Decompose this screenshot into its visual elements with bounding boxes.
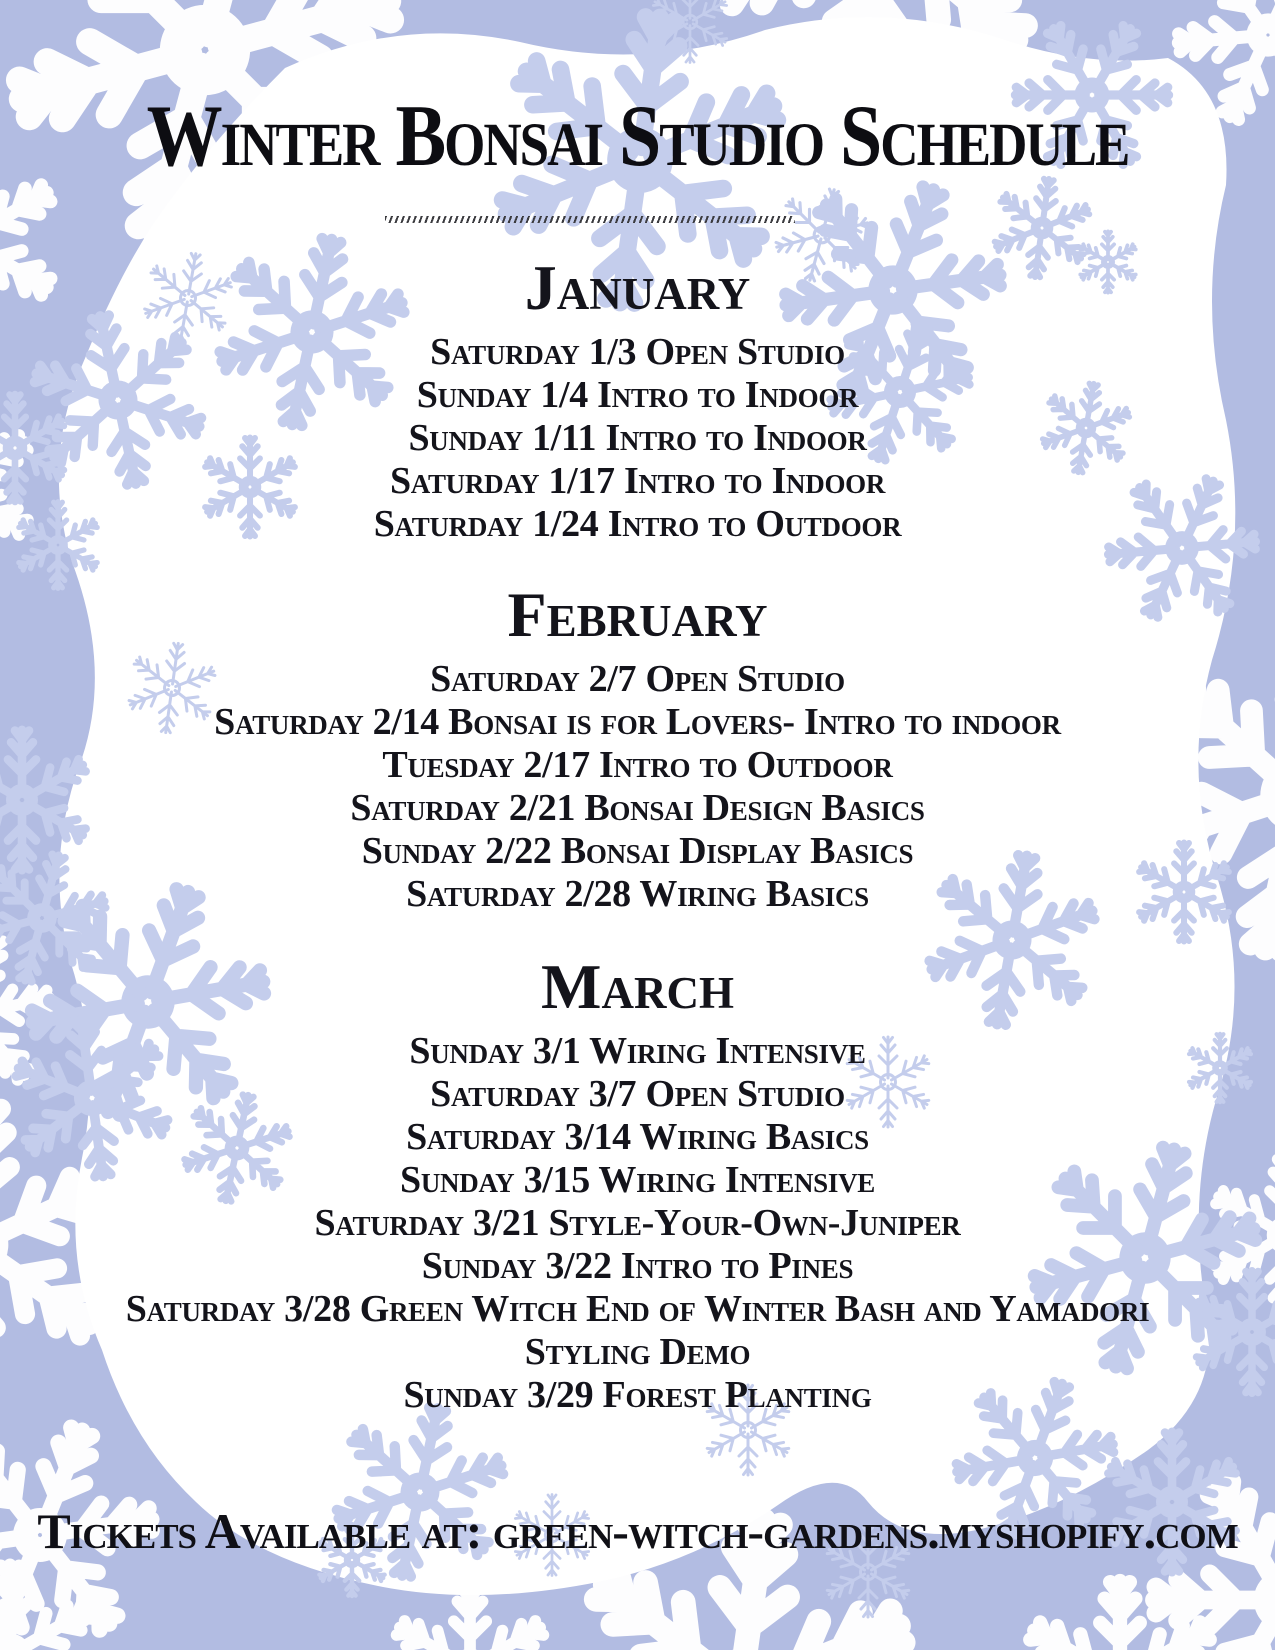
event-list [63, 658, 1213, 916]
footer-tickets-url: Tickets Available at: green-witch-gardens.myshopify.com [37, 1503, 1238, 1559]
event-line: Sunday 3/22 Intro to Pines [421, 1245, 854, 1287]
month-section-january [0, 252, 1275, 546]
month-heading: February [507, 579, 768, 650]
event-line: Saturday 2/14 Bonsai is for Lovers- Intro to indoor [214, 701, 1061, 743]
event-line: Saturday 2/21 Bonsai Design Basics [350, 787, 925, 829]
month-heading: January [524, 252, 751, 323]
event-line: Sunday 3/29 Forest Planting [403, 1374, 872, 1416]
event-list [63, 1030, 1213, 1417]
divider [385, 216, 795, 223]
event-line: Saturday 2/28 Wiring Basics [406, 873, 869, 915]
event-line: Saturday 3/28 Green Witch End of Winter Bash and Yamadori Styling Demo [125, 1288, 1150, 1373]
event-line: Saturday 1/17 Intro to Indoor [389, 460, 886, 502]
event-line: Saturday 2/7 Open Studio [430, 658, 845, 700]
month-heading: March [541, 951, 734, 1022]
event-line: Saturday 1/3 Open Studio [430, 331, 845, 373]
event-line: Saturday 3/7 Open Studio [430, 1073, 845, 1115]
event-line: Sunday 3/1 Wiring Intensive [409, 1030, 866, 1072]
event-line: Saturday 3/14 Wiring Basics [406, 1116, 869, 1158]
event-line: Sunday 1/4 Intro to Indoor [416, 374, 859, 416]
event-list [63, 331, 1213, 546]
event-line: Sunday 3/15 Wiring Intensive [400, 1159, 875, 1201]
poster-title: Winter Bonsai Studio Schedule [146, 87, 1129, 185]
month-section-march [0, 951, 1275, 1417]
event-line: Tuesday 2/17 Intro to Outdoor [382, 744, 893, 786]
event-line: Saturday 3/21 Style-Your-Own-Juniper [314, 1202, 961, 1244]
event-line: Sunday 2/22 Bonsai Display Basics [361, 830, 914, 872]
month-section-february [0, 579, 1275, 916]
event-line: Saturday 1/24 Intro to Outdoor [373, 503, 902, 545]
event-line: Sunday 1/11 Intro to Indoor [408, 417, 867, 459]
